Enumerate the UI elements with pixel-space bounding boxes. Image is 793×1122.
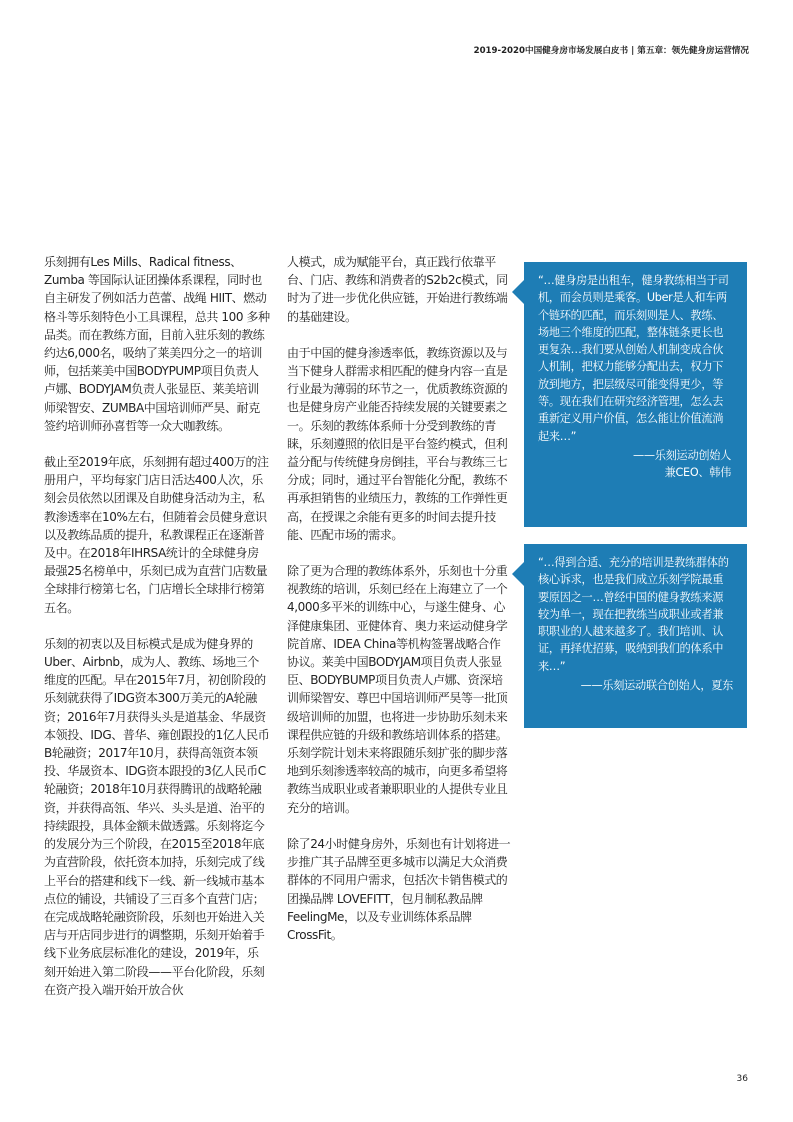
- quote-box-cofounder: [524, 544, 747, 728]
- middle-paragraph-4: 除了24小时健身房外，乐刻也有计划将进一步推广其子品牌至更多城市以满足大众消费群体的不同用户需求，包括次卡销售模式的团操品牌 LOVEFITT，包月制私教品牌FeelingMe，以及专业训练体系品牌CrossFit。: [287, 836, 511, 942]
- quote-attribution-line2: 兼CEO、韩伟: [664, 466, 731, 480]
- left-paragraph-2: 截止至2019年底，乐刻拥有超过400万的注册用户，平均每家门店日活达400人次，乐刻会员依然以团课及自助健身活动为主，私教渗透率在10%左右，但随着会员健身意识以及教练品质的提升，私教课程正在逐渐普及中。在2018年IHRSA统计的全球健身房最强25名榜单中，乐刻已成为直营门店数量全球排行榜第七名，门店增长全球排行榜第五名。: [44, 455, 269, 615]
- quote-text: “…健身房是出租车，健身教练相当于司机，而会员则是乘客。Uber是人和车两个链环的匹配，而乐刻则是人、教练、场地三个维度的匹配，整体链条更长也更复杂…我们要从创始人机制变成合伙人机制，把权力能够分配出去，权力下放到地方，把层级尽可能变得更少，等等。现在我们在研究经济管理，怎么去重新定义用户价值，怎么能让价值流淌起来…”: [538, 274, 729, 443]
- middle-text-column: [287, 253, 512, 962]
- quote-attribution: ——乐刻运动联合创始人，夏东: [580, 679, 733, 693]
- quote-attribution: ——乐刻运动创始人: [633, 448, 731, 462]
- chapter-title: 第五章：领先健身房运营情况: [637, 46, 749, 56]
- left-paragraph-3: 乐刻的初衷以及目标模式是成为健身界的Uber、Airbnb，成为人、教练、场地三个维度的匹配。早在2015年7月，初创阶段的乐刻就获得了IDG资本300万美元的A轮融资；2016年7月获得头头是道基金、华晟资本领投、IDG、普华、雍创跟投的1亿人民币B轮融资；2017年10月，获得高瓴资本领投、华晟资本、IDG资本跟投的3亿人民币C轮融资；2018年10月获得腾讯的战略轮融资，并获得高瓴、华兴、头头是道、治平的持续跟投，具体金额未做透露。乐刻将迄今的发展分为三个阶段，在2015至2018年底为直营阶段，依托资本加持，乐刻完成了线上平台的搭建和线下一线、新一线城市基本点位的铺设，共铺设了三百多个直营门店；在完成战略轮融资阶段，乐刻也开始进入关店与开店同步进行的调整期，乐刻开始着手线下业务底层标准化的建设，2019年，乐刻开始进入第二阶段——平台化阶段，乐刻在资产投入端开始开放合伙: [44, 636, 270, 997]
- page-header: [474, 44, 749, 56]
- middle-paragraph-1: 人模式，成为赋能平台，真正践行依靠平台、门店、教练和消费者的S2b2c模式，同时为了进一步优化供应链，开始进行教练端的基础建设。: [287, 255, 508, 324]
- left-text-column: [44, 253, 270, 1017]
- quote-box-founder: [524, 262, 747, 527]
- page-number: 36: [736, 1074, 748, 1084]
- middle-paragraph-2: 由于中国的健身渗透率低，教练资源以及与当下健身人群需求相匹配的健身内容一直是行业最为薄弱的环节之一，优质教练资源的也是健身房产业能否持续发展的关键要素之一。乐刻的教练体系师十分受到教练的青睐，乐刻遵照的依旧是平台签约模式，但利益分配与传统健身房倒挂，平台与教练三七分成；同时，通过平台智能化分配，教练不再承担销售的业绩压力，教练的工作弹性更高，在授课之余能有更多的时间去提升技能、匹配市场的需求。: [287, 345, 508, 542]
- left-paragraph-1: 乐刻拥有Les Mills、Radical fitness、Zumba 等国际认证团操体系课程，同时也自主研发了例如活力芭蕾、战绳 HIIT、燃动格斗等乐刻特色小工具课程，总共 100 多种品类。而在教练方面，目前入驻乐刻的教练约达6,000名，吸纳了莱美四分之一的培训师，包括莱美中国BODYPUMP项目负责人卢娜、BODYJAM负责人张显臣、莱美培训师梁智安、ZUMBA中国培训师严昊、耐克签约培训师孙喜哲等一众大咖教练。: [44, 255, 270, 433]
- quote-text: “…得到合适、充分的培训是教练群体的核心诉求，也是我们成立乐刻学院最重要原因之一…曾经中国的健身教练来源较为单一，现在把教练当成职业或者兼职职业的人越来越多了。我们培训、认证，再择优招募，吸纳到我们的体系中来…”: [538, 556, 729, 673]
- report-title: 2019-2020中国健身房市场发展白皮书: [473, 46, 629, 56]
- header-separator: |: [631, 46, 635, 56]
- middle-paragraph-3: 除了更为合理的教练体系外，乐刻也十分重视教练的培训，乐刻已经在上海建立了一个4,000多平米的训练中心，与遂生健身、心泽健康集团、亚健体育、奥力来运动健身学院首席、IDEA China等机构签署战略合作协议。莱美中国BODYJAM项目负责人张显臣、BODYBUMP项目负责人卢娜、资深培训师梁智安、尊巴中国培训师严昊等一批顶级培训师的加盟，也将进一步协助乐刻未来课程供应链的升级和教练培训体系的搭建。乐刻学院计划未来将跟随乐刻扩张的脚步落地到乐刻渗透率较高的城市，向更多希望将教练当成职业或者兼职职业的人提供专业且充分的培训。: [287, 564, 508, 815]
